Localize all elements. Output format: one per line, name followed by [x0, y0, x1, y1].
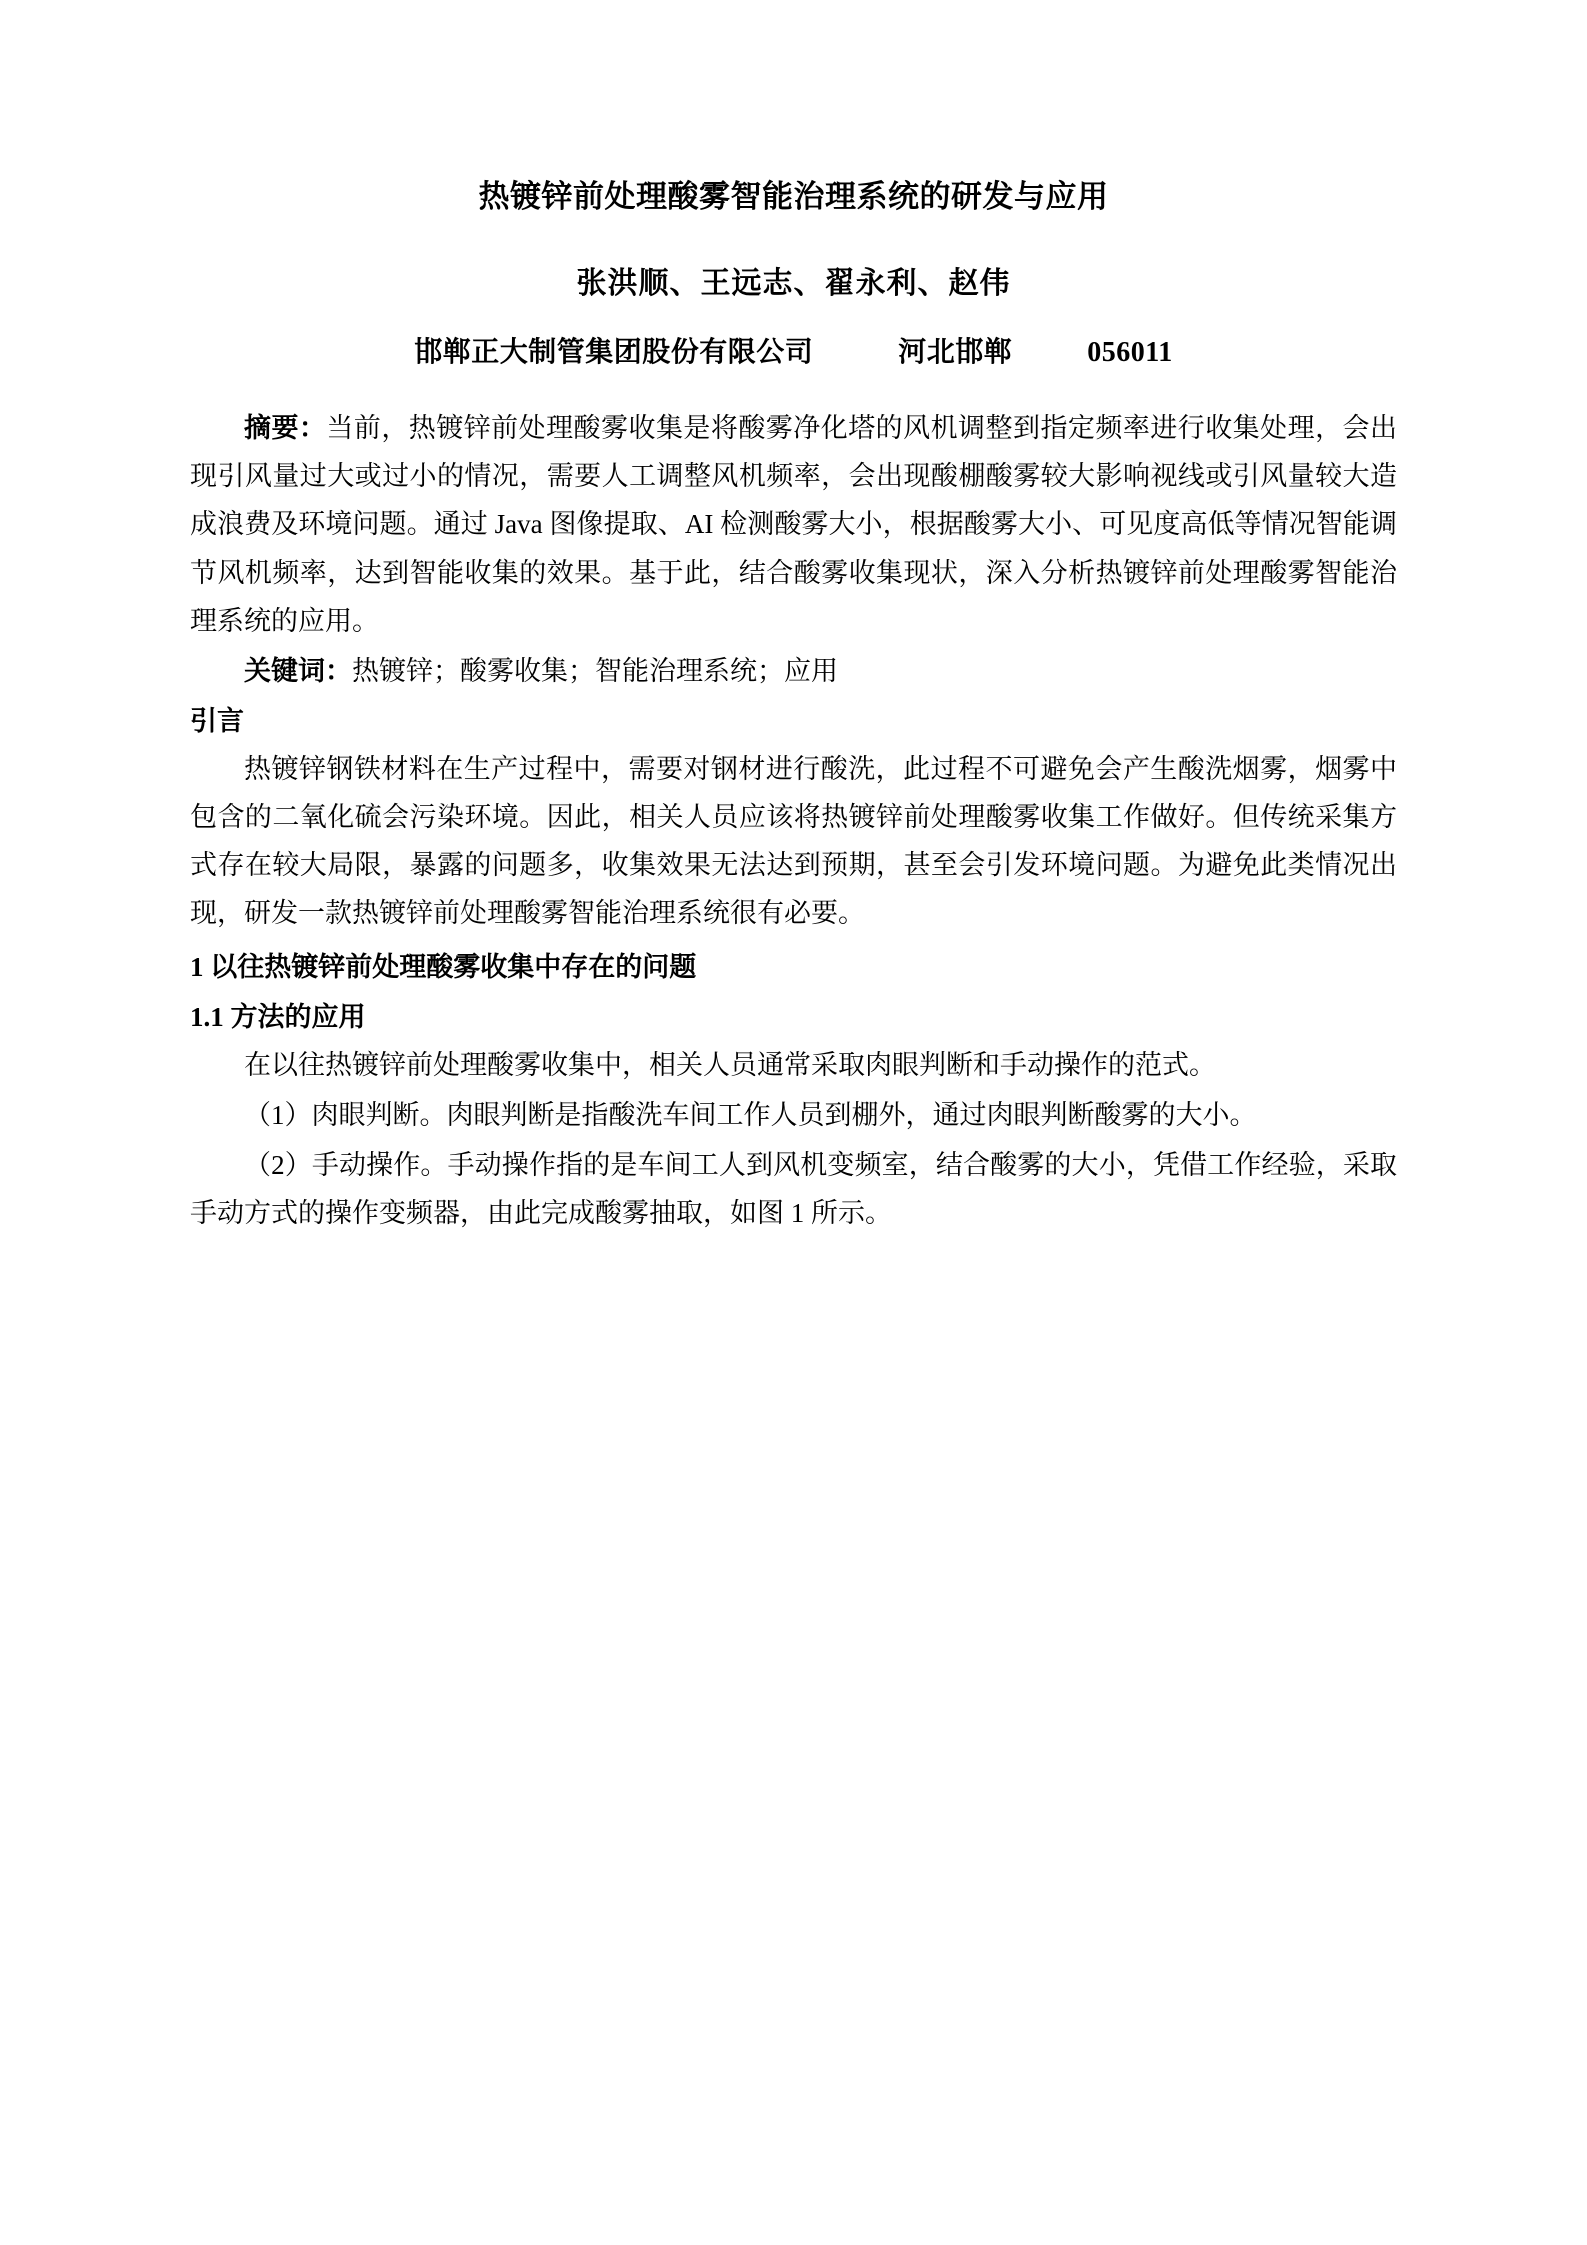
- introduction-heading: 引言: [190, 705, 244, 736]
- abstract-paragraph: [190, 404, 1397, 644]
- introduction-paragraph: 热镀锌钢铁材料在生产过程中，需要对钢材进行酸洗，此过程不可避免会产生酸洗烟雾，烟雾中包含的二氧化硫会污染环境。因此，相关人员应该将热镀锌前处理酸雾收集工作做好。但传统采集方式存在较大局限，暴露的问题多，收集效果无法达到预期，甚至会引发环境问题。为避免此类情况出现，研发一款热镀锌前处理酸雾智能治理系统很有必要。: [190, 753, 1397, 928]
- affiliation-line: [190, 330, 1397, 370]
- affiliation-city: 河北邯郸: [898, 337, 1013, 369]
- abstract-body: 当前，热镀锌前处理酸雾收集是将酸雾净化塔的风机调整到指定频率进行收集处理，会出现引风量过大或过小的情况，需要人工调整风机频率，会出现酸棚酸雾较大影响视线或引风量较大造成浪费及环境问题。通过 Java 图像提取、AI 检测酸雾大小，根据酸雾大小、可见度高低等情况智能调节风机频率，达到智能收集的效果。基于此，结合酸雾收集现状，深入分析热镀锌前处理酸雾智能治理系统的应用。: [190, 413, 1397, 636]
- keywords-paragraph: [190, 647, 1397, 695]
- section-1-1-heading: 1.1 方法的应用: [190, 1001, 366, 1032]
- keywords-label: 关键词：: [244, 655, 352, 686]
- section-1-heading: 1 以往热镀锌前处理酸雾收集中存在的问题: [190, 951, 697, 982]
- page-title: 热镀锌前处理酸雾智能治理系统的研发与应用: [478, 179, 1109, 214]
- affiliation-postal-code: 056011: [1087, 337, 1173, 369]
- section-1-1-item-2: （2）手动操作。手动操作指的是车间工人到风机变频室，结合酸雾的大小，凭借工作经验，采取手动方式的操作变频器，由此完成酸雾抽取，如图 1 所示。: [190, 1150, 1397, 1229]
- section-1-1-paragraph: 在以往热镀锌前处理酸雾收集中，相关人员通常采取肉眼判断和手动操作的范式。: [244, 1050, 1216, 1080]
- section-1-1-item-1: （1）肉眼判断。肉眼判断是指酸洗车间工作人员到棚外，通过肉眼判断酸雾的大小。: [244, 1100, 1257, 1131]
- author-list: 张洪顺、王远志、翟永利、赵伟: [576, 267, 1011, 301]
- abstract-label: 摘要：: [244, 413, 327, 444]
- affiliation-organization: 邯郸正大制管集团股份有限公司: [414, 337, 814, 369]
- keywords-body: 热镀锌；酸雾收集；智能治理系统；应用: [352, 655, 838, 686]
